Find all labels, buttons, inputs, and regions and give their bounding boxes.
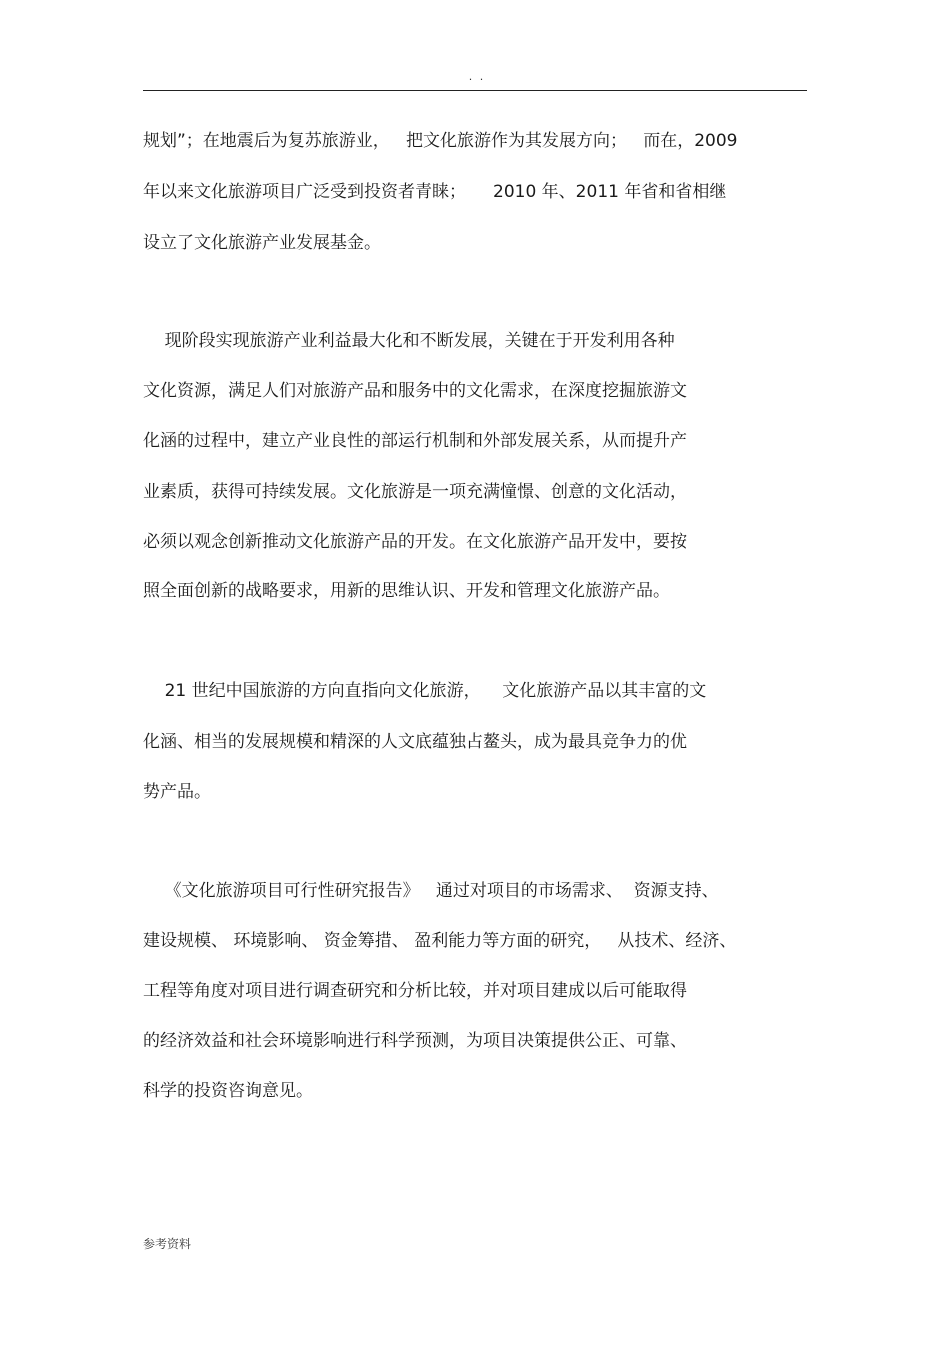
paragraph-2-line-2: 文化资源，满足人们对旅游产品和服务中的文化需求，在深度挖掘旅游文 (143, 381, 687, 401)
paragraph-4-line-5: 科学的投资咨询意见。 (143, 1081, 313, 1101)
paragraph-2-line-6: 照全面创新的战略要求，用新的思维认识、开发和管理文化旅游产品。 (143, 581, 670, 601)
paragraph-1-line-1: 规划”；在地震后为复苏旅游业， 把文化旅游作为其发展方向； 而在，2009 (143, 131, 738, 151)
paragraph-4-line-2: 建设规模、 环境影响、 资金筹措、 盈利能力等方面的研究， 从技术、经济、 (143, 931, 737, 951)
paragraph-2-line-4: 业素质，获得可持续发展。文化旅游是一项充满憧憬、创意的文化活动， (143, 482, 687, 502)
footer-label: 参考资料 (143, 1237, 192, 1251)
header-mark: . . (468, 70, 486, 83)
header-rule (143, 90, 807, 91)
paragraph-3-line-3: 势产品。 (143, 782, 211, 802)
paragraph-3-line-2: 化涵、相当的发展规模和精深的人文底蕴独占鳌头，成为最具竞争力的优 (143, 732, 687, 752)
paragraph-1-line-2: 年以来文化旅游项目广泛受到投资者青睐； 2010 年、2011 年省和省相继 (143, 182, 727, 202)
paragraph-4-line-3: 工程等角度对项目进行调查研究和分析比较，并对项目建成以后可能取得 (143, 981, 687, 1001)
paragraph-4-line-1: 《文化旅游项目可行性研究报告》 通过对项目的市场需求、 资源支持、 (143, 881, 719, 901)
paragraph-1-line-3: 设立了文化旅游产业发展基金。 (143, 233, 381, 253)
paragraph-2-line-5: 必须以观念创新推动文化旅游产品的开发。在文化旅游产品开发中，要按 (143, 532, 687, 552)
paragraph-3-line-1: 21 世纪中国旅游的方向直指向文化旅游， 文化旅游产品以其丰富的文 (143, 681, 707, 701)
paragraph-2-line-1: 现阶段实现旅游产业利益最大化和不断发展，关键在于开发利用各种 (143, 331, 675, 351)
paragraph-4-line-4: 的经济效益和社会环境影响进行科学预测，为项目决策提供公正、可靠、 (143, 1031, 687, 1051)
paragraph-2-line-3: 化涵的过程中，建立产业良性的部运行机制和外部发展关系，从而提升产 (143, 431, 687, 451)
